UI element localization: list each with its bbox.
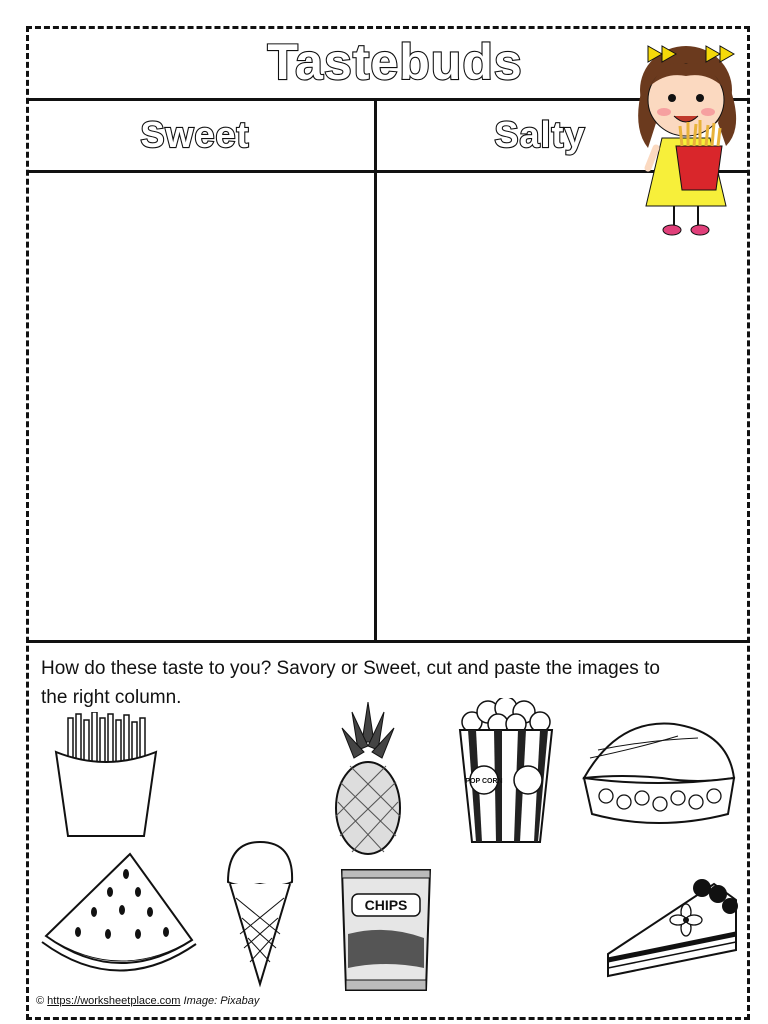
girl-with-fries-clipart bbox=[626, 28, 754, 238]
cake-slice-image[interactable] bbox=[602, 876, 742, 994]
worksheet-title: Tastebuds bbox=[267, 34, 523, 90]
instructions-divider bbox=[26, 640, 750, 643]
source-link[interactable]: https://worksheetplace.com bbox=[47, 995, 181, 1007]
chips-bag-image[interactable] bbox=[338, 864, 434, 994]
ice-cream-cone-image[interactable] bbox=[220, 838, 300, 988]
copyright-symbol: © bbox=[36, 995, 45, 1007]
column-heading-salty: Salty bbox=[494, 114, 586, 155]
instructions-text: How do these taste to you? Savory or Sweet, cut and paste the images to the right column. bbox=[41, 658, 660, 708]
column-heading-sweet: Sweet bbox=[140, 114, 250, 155]
french-fries-image[interactable] bbox=[52, 712, 160, 840]
image-credit: Image: Pixabay bbox=[183, 995, 260, 1007]
popcorn-label: POP CORN bbox=[465, 778, 503, 785]
chips-label: CHIPS bbox=[364, 897, 408, 913]
watermelon-image[interactable] bbox=[38, 848, 198, 978]
pineapple-image[interactable] bbox=[330, 702, 406, 858]
popcorn-image[interactable] bbox=[454, 698, 558, 844]
footer-credit bbox=[36, 995, 259, 1007]
column-divider bbox=[374, 98, 377, 642]
pie-image[interactable] bbox=[578, 718, 738, 832]
